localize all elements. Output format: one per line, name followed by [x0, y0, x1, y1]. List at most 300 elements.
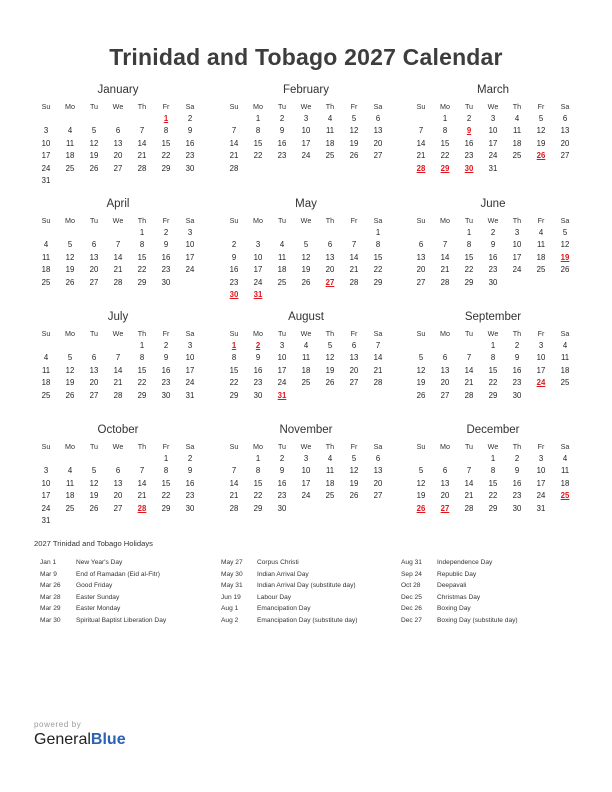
holiday-row	[40, 603, 220, 615]
holiday-day-cell: 19	[560, 252, 570, 262]
day-cell: 17	[41, 151, 51, 161]
day-cell: 18	[301, 365, 311, 375]
holiday-row	[221, 569, 401, 581]
weekday-header: Th	[512, 442, 522, 451]
weekday-header: Mo	[65, 442, 75, 451]
day-cell: 24	[512, 265, 522, 275]
holiday-name: Deepavali	[437, 582, 467, 590]
holiday-day-cell: 1	[231, 341, 237, 350]
holiday-row	[221, 580, 401, 592]
day-cell: 21	[416, 151, 426, 161]
day-cell: 26	[349, 491, 359, 501]
day-cell: 23	[277, 151, 287, 161]
holiday-date: Dec 25	[401, 593, 422, 601]
day-cell: 27	[113, 503, 123, 513]
day-cell: 5	[327, 341, 333, 350]
day-cell: 28	[440, 277, 450, 287]
weekday-header: Sa	[185, 329, 195, 338]
day-cell: 19	[416, 378, 426, 388]
day-cell: 21	[229, 151, 239, 161]
day-cell: 30	[253, 390, 263, 400]
day-cell: 21	[229, 491, 239, 501]
day-cell: 20	[440, 491, 450, 501]
day-cell: 2	[163, 341, 169, 350]
day-cell: 28	[229, 163, 239, 173]
weekday-header: Sa	[185, 216, 195, 225]
day-cell: 22	[253, 491, 263, 501]
holiday-row	[401, 592, 581, 604]
day-cell: 18	[41, 378, 51, 388]
day-cell: 25	[277, 277, 287, 287]
weekday-header: Th	[325, 102, 335, 111]
empty-cell	[457, 340, 481, 352]
day-cell: 10	[536, 466, 546, 476]
day-cell: 15	[253, 138, 263, 148]
day-cell: 3	[255, 240, 261, 250]
day-cell: 13	[349, 353, 359, 363]
weekday-header: We	[112, 102, 124, 111]
day-cell: 28	[113, 277, 123, 287]
day-cell: 9	[163, 353, 169, 363]
day-cell: 25	[560, 378, 570, 388]
day-cell: 6	[442, 353, 448, 363]
weekday-header: Th	[512, 102, 522, 111]
weekday-header: Tu	[464, 329, 474, 338]
day-cell: 2	[279, 454, 285, 463]
day-cell: 9	[279, 126, 285, 136]
day-cell: 19	[89, 151, 99, 161]
day-cell: 25	[325, 491, 335, 501]
day-cell: 8	[375, 240, 381, 250]
month-9	[34, 422, 202, 527]
day-cell: 9	[187, 126, 193, 136]
day-cell: 23	[488, 265, 498, 275]
day-cell: 11	[41, 252, 51, 262]
day-cell: 18	[560, 478, 570, 488]
day-cell: 30	[488, 277, 498, 287]
day-cell: 5	[538, 114, 544, 123]
day-cell: 6	[351, 341, 357, 350]
day-cell: 11	[65, 138, 75, 148]
day-cell: 28	[464, 390, 474, 400]
weekday-header: Su	[416, 102, 426, 111]
weekday-header: Fr	[537, 102, 545, 111]
day-cell: 8	[139, 240, 145, 250]
day-cell: 25	[512, 151, 522, 161]
weekday-header: Fr	[162, 102, 170, 111]
day-cell: 31	[488, 163, 498, 173]
holiday-day-cell: 27	[440, 503, 450, 513]
day-cell: 14	[349, 252, 359, 262]
day-cell: 23	[512, 491, 522, 501]
holiday-row	[401, 603, 581, 615]
day-cell: 9	[490, 240, 496, 250]
day-cell: 13	[373, 126, 383, 136]
holiday-name: Easter Monday	[76, 605, 121, 613]
weekday-header: Th	[325, 216, 335, 225]
day-cell: 31	[536, 503, 546, 513]
day-cell: 8	[442, 126, 448, 136]
day-cell: 3	[279, 341, 285, 350]
day-cell: 10	[185, 353, 195, 363]
weekday-header: Su	[41, 216, 51, 225]
day-cell: 12	[65, 365, 75, 375]
holiday-date: Aug 2	[221, 616, 239, 624]
day-cell: 20	[416, 265, 426, 275]
empty-cell	[433, 340, 457, 352]
weekday-header: We	[112, 329, 124, 338]
day-cell: 8	[490, 353, 496, 363]
holiday-day-cell: 28	[416, 163, 426, 173]
day-cell: 18	[65, 151, 75, 161]
weekday-header: Th	[325, 329, 335, 338]
day-cell: 7	[375, 341, 381, 350]
empty-cell	[318, 227, 342, 239]
generalblue-logo	[34, 731, 126, 749]
weekday-header: Fr	[162, 442, 170, 451]
weekday-header: Th	[512, 329, 522, 338]
day-cell: 18	[512, 138, 522, 148]
day-cell: 10	[41, 138, 51, 148]
weekday-header: Fr	[537, 329, 545, 338]
day-cell: 15	[488, 365, 498, 375]
day-cell: 16	[253, 365, 263, 375]
holiday-date: Mar 29	[40, 605, 61, 613]
day-cell: 15	[373, 252, 383, 262]
day-cell: 25	[41, 390, 51, 400]
empty-cell	[270, 227, 294, 239]
day-cell: 24	[185, 378, 195, 388]
day-cell: 29	[253, 503, 263, 513]
month-grid	[222, 214, 390, 301]
day-cell: 5	[67, 240, 73, 250]
day-cell: 16	[161, 365, 171, 375]
day-cell: 10	[301, 126, 311, 136]
day-cell: 24	[185, 265, 195, 275]
holiday-row	[221, 592, 401, 604]
day-cell: 9	[255, 353, 261, 363]
day-cell: 4	[538, 228, 544, 237]
day-cell: 7	[139, 466, 145, 476]
day-cell: 19	[536, 138, 546, 148]
month-0	[34, 82, 202, 187]
day-cell: 2	[187, 114, 193, 123]
holiday-name: Corpus Christi	[257, 559, 299, 566]
day-cell: 3	[303, 454, 309, 463]
day-cell: 2	[466, 114, 472, 123]
day-cell: 13	[440, 365, 450, 375]
day-cell: 16	[277, 138, 287, 148]
day-cell: 18	[536, 252, 546, 262]
day-cell: 2	[490, 228, 496, 237]
weekday-header: Su	[41, 102, 51, 111]
day-cell: 10	[185, 240, 195, 250]
day-cell: 6	[375, 454, 381, 463]
holiday-name: Spiritual Baptist Liberation Day	[76, 616, 167, 624]
weekday-header: Sa	[373, 442, 383, 451]
day-cell: 27	[373, 491, 383, 501]
day-cell: 16	[185, 138, 195, 148]
day-cell: 12	[89, 138, 99, 148]
day-cell: 22	[161, 151, 171, 161]
weekday-header: Su	[229, 329, 239, 338]
weekday-header: Tu	[464, 216, 474, 225]
holiday-row	[40, 592, 220, 604]
day-cell: 4	[562, 341, 568, 350]
day-cell: 6	[91, 240, 97, 250]
day-cell: 5	[91, 466, 97, 476]
day-cell: 18	[325, 138, 335, 148]
holiday-day-cell: 28	[137, 503, 147, 513]
day-cell: 13	[113, 478, 123, 488]
day-cell: 17	[536, 365, 546, 375]
day-cell: 22	[161, 491, 171, 501]
empty-cell	[58, 340, 82, 352]
day-cell: 9	[514, 466, 520, 476]
day-cell: 16	[161, 252, 171, 262]
day-cell: 8	[163, 466, 169, 476]
day-cell: 20	[113, 151, 123, 161]
weekday-header: Sa	[373, 329, 383, 338]
empty-cell	[58, 453, 82, 465]
day-cell: 7	[139, 126, 145, 136]
day-cell: 25	[325, 151, 335, 161]
month-name: December	[466, 424, 520, 436]
weekday-header: Mo	[253, 216, 263, 225]
day-cell: 8	[255, 466, 261, 476]
day-cell: 22	[464, 265, 474, 275]
day-cell: 16	[512, 478, 522, 488]
day-cell: 4	[303, 341, 309, 350]
day-cell: 1	[490, 454, 496, 463]
day-cell: 14	[440, 252, 450, 262]
day-cell: 20	[325, 265, 335, 275]
weekday-header: Mo	[65, 329, 75, 338]
day-cell: 25	[65, 503, 75, 513]
day-cell: 6	[562, 114, 568, 123]
day-cell: 2	[187, 454, 193, 463]
day-cell: 9	[163, 240, 169, 250]
day-cell: 30	[185, 163, 195, 173]
logo-general-text: General	[34, 731, 91, 748]
holiday-name: Good Friday	[76, 582, 113, 590]
day-cell: 18	[325, 478, 335, 488]
day-cell: 7	[231, 126, 237, 136]
day-cell: 6	[115, 466, 121, 476]
holiday-date: May 27	[221, 559, 243, 566]
day-cell: 25	[41, 277, 51, 287]
weekday-header: Th	[137, 216, 147, 225]
day-cell: 22	[229, 378, 239, 388]
empty-cell	[409, 453, 433, 465]
day-cell: 11	[301, 353, 311, 363]
day-cell: 12	[349, 126, 359, 136]
weekday-header: Fr	[537, 216, 545, 225]
month-grid	[222, 100, 390, 175]
day-cell: 16	[512, 365, 522, 375]
day-cell: 15	[161, 138, 171, 148]
weekday-header: Su	[229, 442, 239, 451]
day-cell: 4	[514, 114, 520, 123]
day-cell: 3	[538, 454, 544, 463]
day-cell: 22	[137, 378, 147, 388]
day-cell: 17	[41, 491, 51, 501]
day-cell: 6	[418, 240, 424, 250]
month-4	[222, 196, 390, 301]
day-cell: 5	[418, 353, 424, 363]
day-cell: 17	[253, 265, 263, 275]
day-cell: 12	[560, 240, 570, 250]
day-cell: 5	[303, 240, 309, 250]
day-cell: 19	[416, 491, 426, 501]
month-name: January	[97, 84, 139, 96]
day-cell: 29	[464, 277, 474, 287]
empty-cell	[409, 340, 433, 352]
day-cell: 26	[65, 277, 75, 287]
day-cell: 9	[514, 353, 520, 363]
day-cell: 18	[41, 265, 51, 275]
day-cell: 23	[161, 378, 171, 388]
holiday-date: Aug 1	[221, 605, 239, 613]
powered-by-text: powered by	[34, 720, 82, 729]
day-cell: 17	[301, 478, 311, 488]
holiday-name: New Year's Day	[76, 559, 123, 566]
day-cell: 7	[231, 466, 237, 476]
day-cell: 24	[536, 491, 546, 501]
empty-cell	[34, 227, 58, 239]
empty-cell	[433, 453, 457, 465]
day-cell: 20	[373, 478, 383, 488]
weekday-header: Su	[416, 329, 426, 338]
day-cell: 28	[373, 378, 383, 388]
day-cell: 8	[466, 240, 472, 250]
holiday-row	[401, 580, 581, 592]
day-cell: 11	[560, 353, 570, 363]
holiday-row	[401, 569, 581, 581]
day-cell: 15	[137, 252, 147, 262]
month-grid	[34, 214, 202, 289]
day-cell: 9	[231, 252, 237, 262]
weekday-header: Su	[416, 216, 426, 225]
day-cell: 27	[440, 390, 450, 400]
weekday-header: Th	[137, 329, 147, 338]
holiday-day-cell: 30	[464, 163, 474, 173]
day-cell: 6	[115, 126, 121, 136]
day-cell: 10	[512, 240, 522, 250]
day-cell: 16	[277, 478, 287, 488]
day-cell: 6	[91, 353, 97, 363]
day-cell: 5	[418, 466, 424, 476]
holiday-day-cell: 2	[255, 341, 261, 350]
day-cell: 4	[67, 126, 73, 136]
empty-cell	[58, 227, 82, 239]
day-cell: 28	[464, 503, 474, 513]
holiday-column	[40, 557, 220, 627]
day-cell: 9	[187, 466, 193, 476]
day-cell: 19	[349, 478, 359, 488]
day-cell: 4	[43, 353, 49, 363]
day-cell: 1	[139, 341, 145, 350]
month-name: November	[279, 424, 333, 436]
day-cell: 4	[279, 240, 285, 250]
day-cell: 27	[416, 277, 426, 287]
day-cell: 4	[327, 114, 333, 123]
holiday-column	[401, 557, 581, 627]
day-cell: 31	[41, 515, 51, 525]
day-cell: 26	[325, 378, 335, 388]
day-cell: 5	[91, 126, 97, 136]
holiday-name: Emancipation Day (substitute day)	[257, 616, 358, 624]
day-cell: 15	[440, 138, 450, 148]
logo-blue-text: Blue	[90, 731, 126, 748]
day-cell: 18	[65, 491, 75, 501]
empty-cell	[58, 113, 82, 125]
holiday-row	[40, 569, 220, 581]
day-cell: 21	[113, 265, 123, 275]
empty-cell	[82, 227, 106, 239]
weekday-header: Mo	[65, 102, 75, 111]
branding	[34, 720, 126, 749]
month-grid	[34, 100, 202, 187]
day-cell: 26	[65, 390, 75, 400]
day-cell: 18	[560, 365, 570, 375]
holiday-name: Labour Day	[257, 593, 292, 601]
day-cell: 21	[349, 265, 359, 275]
day-cell: 28	[113, 390, 123, 400]
day-cell: 14	[113, 252, 123, 262]
day-cell: 7	[442, 240, 448, 250]
month-5	[409, 196, 577, 289]
holiday-date: Mar 9	[40, 570, 57, 578]
weekday-header: Tu	[89, 216, 99, 225]
holiday-name: Independence Day	[437, 559, 493, 566]
day-cell: 14	[113, 365, 123, 375]
weekday-header: Fr	[350, 216, 358, 225]
day-cell: 2	[514, 454, 520, 463]
day-cell: 10	[277, 353, 287, 363]
day-cell: 17	[488, 138, 498, 148]
day-cell: 29	[161, 163, 171, 173]
weekday-header: We	[487, 329, 499, 338]
holiday-name: Easter Sunday	[76, 593, 120, 601]
holiday-name: Emancipation Day	[257, 605, 311, 613]
day-cell: 13	[89, 365, 99, 375]
day-cell: 22	[253, 151, 263, 161]
month-3	[34, 196, 202, 289]
holiday-row	[40, 615, 220, 627]
empty-cell	[34, 453, 58, 465]
day-cell: 5	[351, 454, 357, 463]
holiday-day-cell: 31	[253, 289, 263, 299]
day-cell: 21	[137, 151, 147, 161]
weekday-header: Fr	[162, 216, 170, 225]
weekday-header: Fr	[350, 102, 358, 111]
day-cell: 30	[512, 390, 522, 400]
empty-cell	[130, 113, 154, 125]
day-cell: 22	[137, 265, 147, 275]
weekday-header: Tu	[89, 329, 99, 338]
weekday-header: Fr	[350, 442, 358, 451]
day-cell: 10	[41, 478, 51, 488]
day-cell: 3	[538, 341, 544, 350]
day-cell: 26	[89, 503, 99, 513]
holiday-date: Jan 1	[40, 559, 57, 566]
weekday-header: Sa	[185, 102, 195, 111]
holiday-day-cell: 1	[163, 114, 169, 123]
day-cell: 12	[301, 252, 311, 262]
month-1	[222, 82, 390, 175]
weekday-header: Tu	[89, 442, 99, 451]
